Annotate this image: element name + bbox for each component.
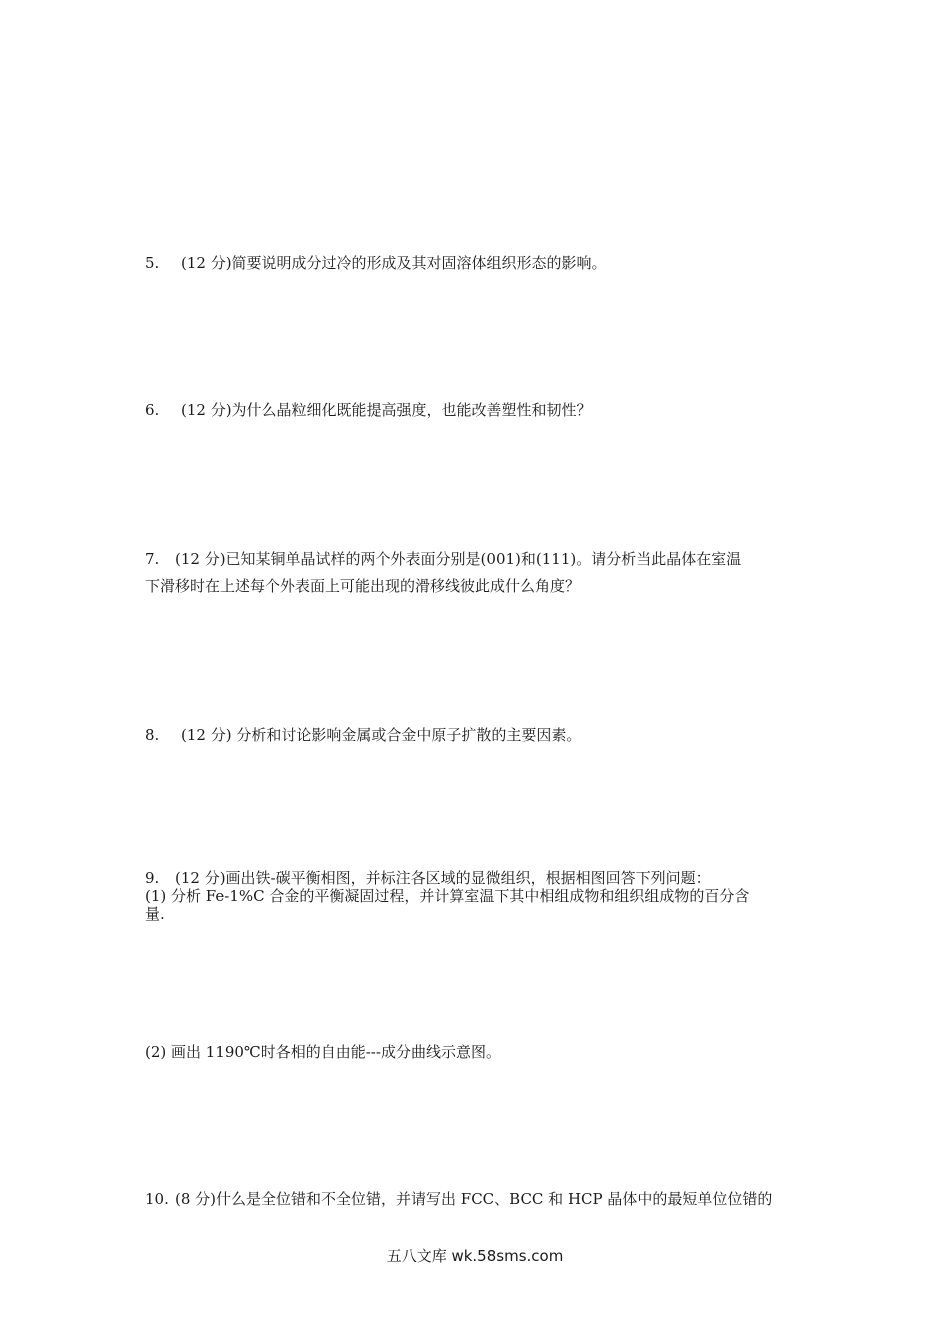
question-9-sub2-text: (2) 画出 1190℃时各相的自由能---成分曲线示意图。 <box>145 1043 501 1061</box>
question-7-continuation <box>145 576 580 596</box>
footer-watermark: 五八文库 wk.58sms.com <box>386 1247 564 1265</box>
question-5-text: (12 分)简要说明成分过冷的形成及其对固溶体组织形态的影响。 <box>181 254 607 272</box>
question-6 <box>145 400 592 420</box>
question-9-sub1-line2: 量. <box>145 905 165 923</box>
question-8-text: (12 分) 分析和讨论影响金属或合金中原子扩散的主要因素。 <box>181 726 582 744</box>
question-5 <box>145 253 607 273</box>
question-8-number: 8. <box>145 726 160 744</box>
question-8 <box>145 725 581 745</box>
question-7 <box>145 549 741 569</box>
question-6-text: (12 分)为什么晶粒细化既能提高强度，也能改善塑性和韧性？ <box>181 401 592 419</box>
question-10-text: (8 分)什么是全位错和不全位错，并请写出 FCC、BCC 和 HCP 晶体中的最短单位位错的 <box>175 1190 773 1208</box>
question-9-sub1 <box>145 886 749 906</box>
question-5-number: 5. <box>145 254 160 272</box>
question-9-sub1-continuation <box>145 904 165 924</box>
question-9-sub2 <box>145 1042 501 1062</box>
question-10 <box>145 1189 772 1209</box>
question-9-text: (12 分)画出铁-碳平衡相图，并标注各区域的显微组织，根据相图回答下列问题： <box>175 869 711 887</box>
question-9-number: 9. <box>145 869 160 887</box>
question-7-text-line2: 下滑移时在上述每个外表面上可能出现的滑移线彼此成什么角度？ <box>145 577 581 595</box>
question-7-text-line1: (12 分)已知某铜单晶试样的两个外表面分别是(001)和(111)。请分析当此晶体在室温 <box>175 550 742 568</box>
question-9 <box>145 868 711 888</box>
question-9-sub1-line1: (1) 分析 Fe-1%C 合金的平衡凝固过程，并计算室温下其中相组成物和组织组成物的百分含 <box>145 887 750 905</box>
question-6-number: 6. <box>145 401 160 419</box>
question-10-number: 10. <box>145 1190 169 1208</box>
question-7-number: 7. <box>145 550 160 568</box>
